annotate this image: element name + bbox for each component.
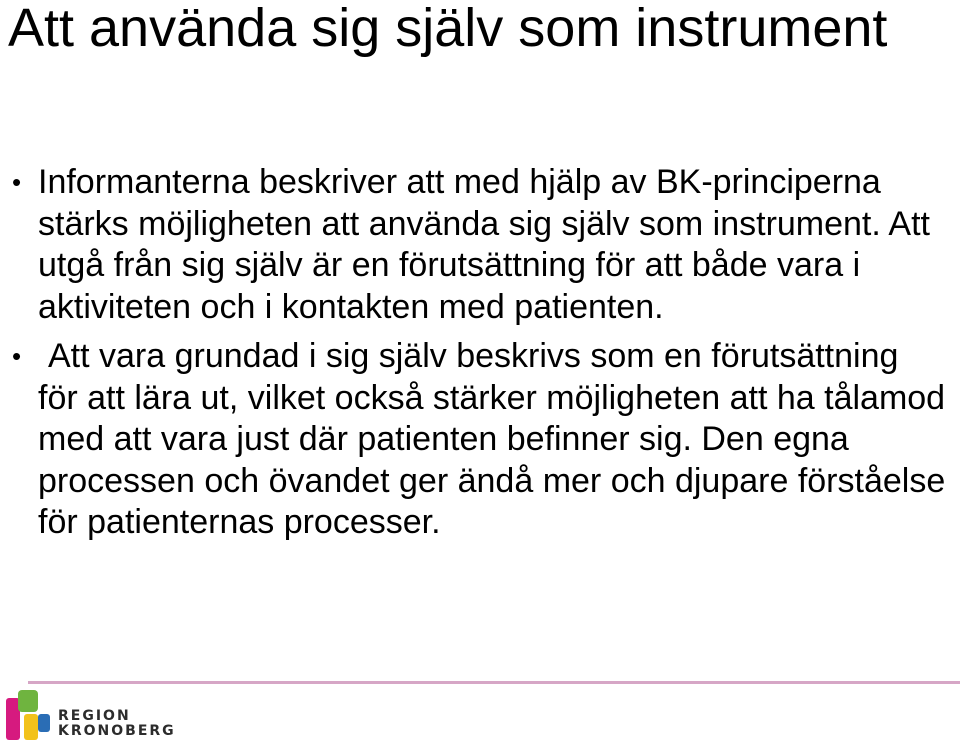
logo-yellow-block bbox=[24, 714, 38, 740]
bullet-dot-icon: • bbox=[12, 341, 22, 371]
bullet-text: Informanterna beskriver att med hjälp av BK-principerna stärks möjligheten att använda sig själv som instrument. Att utgå från sig själv är en förutsättning för att både vara i aktiviteten och i kontakten med patienten. bbox=[38, 163, 930, 326]
region-kronoberg-logo bbox=[6, 690, 176, 740]
logo-text-kronoberg: KRONOBERG bbox=[58, 723, 176, 739]
region-logo-icon bbox=[6, 690, 52, 740]
footer-divider bbox=[28, 681, 960, 684]
bullet-list bbox=[0, 162, 960, 544]
bullet-item bbox=[0, 336, 960, 544]
logo-text-region: REGION bbox=[58, 708, 131, 724]
logo-pink-block bbox=[6, 698, 20, 740]
bullet-dot-icon: • bbox=[12, 167, 22, 197]
logo-blue-block bbox=[38, 714, 50, 732]
logo-green-block bbox=[18, 690, 38, 712]
bullet-text: Att vara grundad i sig själv beskrivs som en förutsättning för att lära ut, vilket också stärker möjligheten att ha tålamod med att vara just där patienten befinner sig. Den egna processen och övandet ger ändå mer och djupare förståelse för patienternas processer. bbox=[38, 337, 946, 541]
slide-title: Att använda sig själv som instrument bbox=[8, 0, 888, 58]
bullet-item bbox=[0, 162, 960, 328]
